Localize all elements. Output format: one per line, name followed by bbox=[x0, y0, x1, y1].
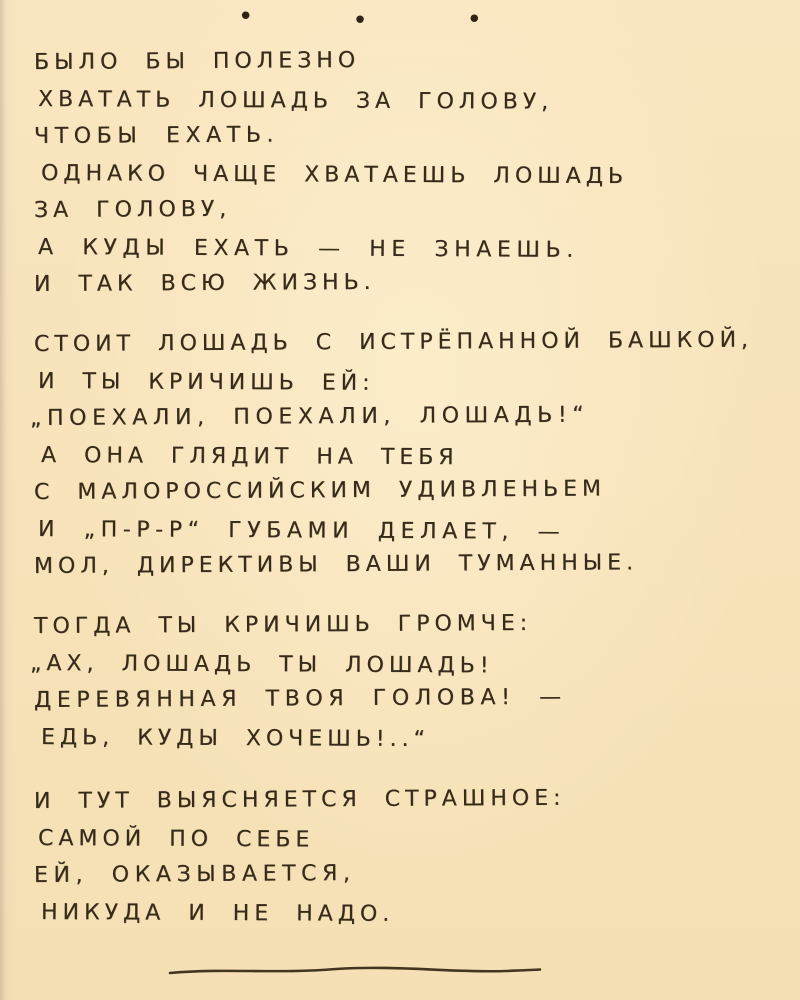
poem-line: ЕДЬ, КУДЫ ХОЧЕШЬ!..“ bbox=[40, 725, 431, 753]
stanza-3 bbox=[29, 608, 794, 756]
separator-dots bbox=[238, 2, 482, 36]
poem-line: ЧТОБЫ ЕХАТЬ. bbox=[33, 122, 280, 149]
stanza-1 bbox=[34, 44, 794, 303]
poem-line: И ТЫ КРИЧИШЬ ЕЙ: bbox=[37, 369, 375, 396]
stanza-2 bbox=[29, 326, 794, 585]
stanza-4 bbox=[34, 783, 794, 931]
poem-line: ЗА ГОЛОВУ, bbox=[33, 196, 232, 223]
poem-line: ОДНАКО ЧАЩЕ ХВАТАЕШЬ ЛОШАДЬ bbox=[40, 161, 629, 190]
poem-line: ДЕРЕВЯННАЯ ТВОЯ ГОЛОВА! — bbox=[33, 684, 567, 713]
poem-line: БЫЛО БЫ ПОЛЕЗНО bbox=[33, 48, 361, 75]
poem-line: НИКУДА И НЕ НАДО. bbox=[40, 900, 395, 927]
poem-line: И ТУТ ВЫЯСНЯЕТСЯ СТРАШНОЕ: bbox=[33, 785, 566, 814]
poem-line: ХВАТАТЬ ЛОШАДЬ ЗА ГОЛОВУ, bbox=[37, 87, 554, 115]
paper-scan-edge bbox=[0, 0, 6, 1000]
poem-line: „АХ, ЛОШАДЬ ТЫ ЛОШАДЬ! bbox=[29, 651, 494, 679]
dot-icon: • bbox=[352, 6, 368, 36]
poem-line: „ПОЕХАЛИ, ПОЕХАЛИ, ЛОШАДЬ!“ bbox=[29, 402, 590, 431]
poem-line: ТОГДА ТЫ КРИЧИШЬ ГРОМЧЕ: bbox=[33, 610, 533, 639]
dot-icon: • bbox=[466, 5, 482, 35]
poem-line: МОЛ, ДИРЕКТИВЫ ВАШИ ТУМАННЫЕ. bbox=[33, 550, 639, 579]
poem bbox=[29, 44, 794, 960]
poem-line: А ОНА ГЛЯДИТ НА ТЕБЯ bbox=[40, 443, 459, 471]
poem-line: С МАЛОРОССИЙСКИМ УДИВЛЕНЬЕМ bbox=[33, 476, 607, 505]
poem-line: И „П-Р-Р“ ГУБАМИ ДЕЛАЕТ, — bbox=[37, 517, 566, 545]
poem-line: СТОИТ ЛОШАДЬ С ИСТРЁПАННОЙ БАШКОЙ, bbox=[33, 327, 754, 357]
poem-line: ЕЙ, ОКАЗЫВАЕТСЯ, bbox=[33, 861, 356, 888]
dot-icon: • bbox=[238, 2, 254, 32]
poem-line: И ТАК ВСЮ ЖИЗНЬ. bbox=[33, 269, 376, 297]
poem-line: А КУДЫ ЕХАТЬ — НЕ ЗНАЕШЬ. bbox=[37, 235, 579, 263]
hand-drawn-divider bbox=[166, 963, 546, 982]
poem-line: САМОЙ ПО СЕБЕ bbox=[37, 826, 315, 853]
